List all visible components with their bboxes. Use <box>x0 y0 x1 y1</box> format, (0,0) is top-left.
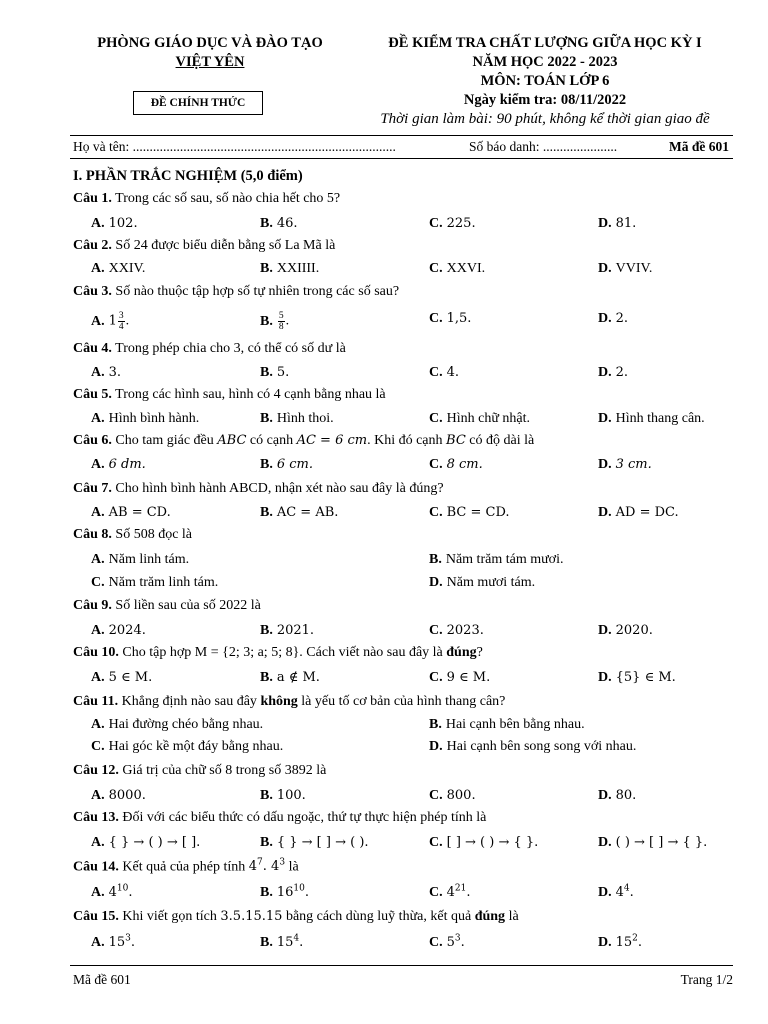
answer-options-11a <box>73 717 733 739</box>
subject: MÔN: TOÁN LỚP 6 <box>480 73 610 89</box>
option-a: A. 3. <box>91 365 122 380</box>
question-text: Số liền sau của số 2022 là <box>115 598 261 613</box>
question-text: Số 24 được biểu diễn bằng số La Mã là <box>115 238 336 253</box>
option-d: D. 3 cm. <box>598 457 652 472</box>
option-d: D. 2. <box>598 365 629 380</box>
option-d: D. Hai cạnh bên song song với nhau. <box>429 739 637 754</box>
question-text: Số nào thuộc tập hợp số tự nhiên trong các số sau? <box>115 284 400 299</box>
option-b: B. XXIIII. <box>260 261 320 276</box>
question-text: Giá trị của chữ số 8 trong số 3892 là <box>122 763 327 778</box>
question-number: Câu 5. <box>73 387 112 402</box>
question-text: Cho hình bình hành ABCD, nhận xét nào sau đây là đúng? <box>115 481 444 496</box>
fraction: $\frac{5}{8}$ <box>278 311 284 332</box>
question-number: Câu 4. <box>73 341 112 356</box>
question-1 <box>73 191 340 207</box>
answer-options-11b <box>73 739 733 761</box>
option-c: C. 9 ∈ M. <box>429 670 491 685</box>
option-d: D. $15^2$. <box>598 934 643 951</box>
exam-code: Mã đề 601 <box>669 139 729 154</box>
option-d: D. Hình thang cân. <box>598 411 705 426</box>
option-b: B. 46. <box>260 216 298 231</box>
question-13 <box>73 810 486 826</box>
answer-options-3 <box>73 311 733 333</box>
district-name: VIỆT YÊN <box>175 54 245 70</box>
option-a: A. 102. <box>91 216 138 231</box>
option-c: C. Hai góc kề một đáy bằng nhau. <box>91 739 284 754</box>
option-a: A. 5 ∈ M. <box>91 670 153 685</box>
option-b: B. Năm trăm tám mươi. <box>429 552 564 567</box>
option-b: B. Hai cạnh bên bằng nhau. <box>429 717 585 732</box>
question-text: có cạnh <box>246 433 297 448</box>
question-number: Câu 2. <box>73 238 112 253</box>
question-text: Cho tập hợp M = {2; 3; a; 5; 8}. Cách viết nào sau đây là <box>122 645 447 660</box>
option-a: A. $15^3$. <box>91 934 136 951</box>
question-14 <box>73 858 299 875</box>
answer-options-7 <box>73 505 733 527</box>
option-d: D. 2. <box>598 311 629 326</box>
question-number: Câu 7. <box>73 481 112 496</box>
option-a: A. Hình bình hành. <box>91 411 200 426</box>
question-text: ? <box>476 645 483 660</box>
question-number: Câu 9. <box>73 598 112 613</box>
answer-options-10 <box>73 670 733 692</box>
department-name: PHÒNG GIÁO DỤC VÀ ĐÀO TẠO <box>97 35 323 51</box>
question-text: Khi viết gọn tích <box>122 909 221 924</box>
question-10 <box>73 645 483 661</box>
emphasis: không <box>260 694 298 709</box>
question-number: Câu 6. <box>73 433 112 448</box>
question-6 <box>73 433 534 449</box>
question-text: là yếu tố cơ bản của hình thang cân? <box>297 694 506 709</box>
question-text: bằng cách dùng luỹ thừa, kết quả <box>282 909 475 924</box>
top-divider <box>70 135 733 136</box>
question-9 <box>73 598 261 614</box>
info-divider <box>70 158 733 159</box>
option-b: B. $\frac{5}{8}$ . <box>260 311 290 332</box>
option-a: A. Năm linh tám. <box>91 552 190 567</box>
question-text: có độ dài là <box>465 433 535 448</box>
option-c: C. BC = CD. <box>429 505 510 520</box>
question-5 <box>73 387 386 403</box>
option-b: B. 6 cm. <box>260 457 313 472</box>
question-number: Câu 1. <box>73 191 112 206</box>
question-text: là <box>505 909 519 924</box>
math-term: 3.5.15.15 <box>220 909 283 924</box>
official-stamp-box: ĐỀ CHÍNH THỨC <box>133 91 263 115</box>
option-a: A. $4^{10}$. <box>91 884 133 901</box>
question-12 <box>73 763 326 779</box>
question-text: Đối với các biểu thức có dấu ngoặc, thứ tự thực hiện phép tính là <box>122 810 487 825</box>
candidate-name-field: Họ và tên: .............................................................................. <box>73 139 396 154</box>
option-a: A. 6 dm. <box>91 457 146 472</box>
option-b: B. AC = AB. <box>260 505 339 520</box>
question-text: Trong các số sau, số nào chia hết cho 5? <box>115 191 341 206</box>
question-number: Câu 8. <box>73 527 112 542</box>
option-d: D. 81. <box>598 216 637 231</box>
option-d: D. {5} ∈ M. <box>598 670 676 685</box>
answer-options-12 <box>73 788 733 810</box>
option-a: A. 1 $\frac{3}{4}$ . <box>91 311 130 332</box>
exam-date: Ngày kiểm tra: 08/11/2022 <box>463 92 627 108</box>
question-text: là <box>285 859 299 875</box>
option-d: D. 2020. <box>598 623 653 638</box>
question-number: Câu 11. <box>73 694 119 709</box>
emphasis: đúng <box>446 645 477 660</box>
department-header <box>70 34 350 72</box>
question-text: . Khi đó cạnh <box>367 433 447 448</box>
option-d: D. VVIV. <box>598 261 653 276</box>
question-text: Trong các hình sau, hình có 4 cạnh bằng nhau là <box>115 387 386 402</box>
candidate-number-field: Số báo danh: ...................... <box>469 139 618 154</box>
option-d: D. $4^4$. <box>598 884 634 901</box>
answer-options-1 <box>73 216 733 238</box>
option-d: D. AD = DC. <box>598 505 679 520</box>
question-11 <box>73 694 505 710</box>
option-a: A. Hai đường chéo bằng nhau. <box>91 717 264 732</box>
question-text: Trong phép chia cho 3, có thể có số dư là <box>115 341 346 356</box>
option-c: C. 8 cm. <box>429 457 483 472</box>
option-d: D. Năm mươi tám. <box>429 575 536 590</box>
option-c: C. 800. <box>429 788 476 803</box>
page-footer <box>73 972 733 988</box>
option-c: C. Năm trăm linh tám. <box>91 575 219 590</box>
option-b: B. 2021. <box>260 623 315 638</box>
page-number: Trang 1/2 <box>680 972 733 987</box>
exam-duration: Thời gian làm bài: 90 phút, không kể thời gian giao đề <box>380 111 710 127</box>
question-number: Câu 12. <box>73 763 119 778</box>
option-d: D. 80. <box>598 788 637 803</box>
exam-title: ĐỀ KIỂM TRA CHẤT LƯỢNG GIỮA HỌC KỲ I <box>388 35 702 51</box>
option-a: A. 2024. <box>91 623 146 638</box>
question-text: Số 508 đọc là <box>115 527 193 542</box>
option-b: B. 5. <box>260 365 290 380</box>
question-text: Cho tam giác đều <box>115 433 218 448</box>
section-title: I. PHẦN TRẮC NGHIỆM (5,0 điểm) <box>73 168 303 184</box>
fraction: $\frac{3}{4}$ <box>118 311 124 332</box>
option-a: A. 8000. <box>91 788 146 803</box>
question-number: Câu 3. <box>73 284 112 299</box>
option-c: C. Hình chữ nhật. <box>429 411 531 426</box>
answer-options-8a <box>73 552 733 574</box>
option-b: B. $15^4$. <box>260 934 304 951</box>
option-c: C. 225. <box>429 216 476 231</box>
question-7 <box>73 481 444 497</box>
option-a: A. AB = CD. <box>91 505 171 520</box>
answer-options-4 <box>73 365 733 387</box>
answer-options-14 <box>73 884 733 906</box>
answer-options-13 <box>73 835 733 857</box>
option-c: C. [ ] → ( ) → { }. <box>429 835 539 850</box>
answer-options-5 <box>73 411 733 433</box>
question-text: Kết quả của phép tính <box>122 859 249 875</box>
question-4 <box>73 341 346 357</box>
option-c: C. $4^{21}$. <box>429 884 471 901</box>
option-c: C. $5^3$. <box>429 934 465 951</box>
option-c: C. 2023. <box>429 623 484 638</box>
answer-options-9 <box>73 623 733 645</box>
emphasis: đúng <box>474 909 506 924</box>
answer-options-8b <box>73 575 733 597</box>
candidate-info-row <box>73 139 733 159</box>
question-8 <box>73 527 192 543</box>
option-b: B. { } → [ ] → ( ). <box>260 835 369 850</box>
option-c: C. 4. <box>429 365 460 380</box>
exam-header <box>345 34 745 129</box>
answer-options-6 <box>73 457 733 479</box>
option-a: A. { } → ( ) → [ ]. <box>91 835 201 850</box>
math-term: AC = 6 cm <box>296 433 368 448</box>
question-15 <box>73 909 519 925</box>
school-year: NĂM HỌC 2022 - 2023 <box>472 54 618 70</box>
option-b: B. a ∉ M. <box>260 670 320 685</box>
math-term: BC <box>446 433 466 448</box>
question-number: Câu 14. <box>73 859 119 875</box>
option-c: C. 1,5. <box>429 311 472 326</box>
footer-exam-code: Mã đề 601 <box>73 972 131 987</box>
question-number: Câu 10. <box>73 645 119 660</box>
option-c: C. XXVI. <box>429 261 486 276</box>
question-2 <box>73 238 335 254</box>
math-term: ABC <box>217 433 247 448</box>
question-number: Câu 15. <box>73 909 119 924</box>
question-3 <box>73 284 399 300</box>
question-number: Câu 13. <box>73 810 119 825</box>
power-term: $4^7$. $4^3$ <box>248 858 286 875</box>
option-b: B. Hình thoi. <box>260 411 334 426</box>
answer-options-15 <box>73 934 733 956</box>
option-a: A. XXIV. <box>91 261 146 276</box>
option-b: B. $16^{10}$. <box>260 884 309 901</box>
question-text: Khẳng định nào sau đây <box>121 694 261 709</box>
option-d: D. ( ) → [ ] → { }. <box>598 835 708 850</box>
footer-divider <box>70 965 733 966</box>
answer-options-2 <box>73 261 733 283</box>
option-b: B. 100. <box>260 788 306 803</box>
